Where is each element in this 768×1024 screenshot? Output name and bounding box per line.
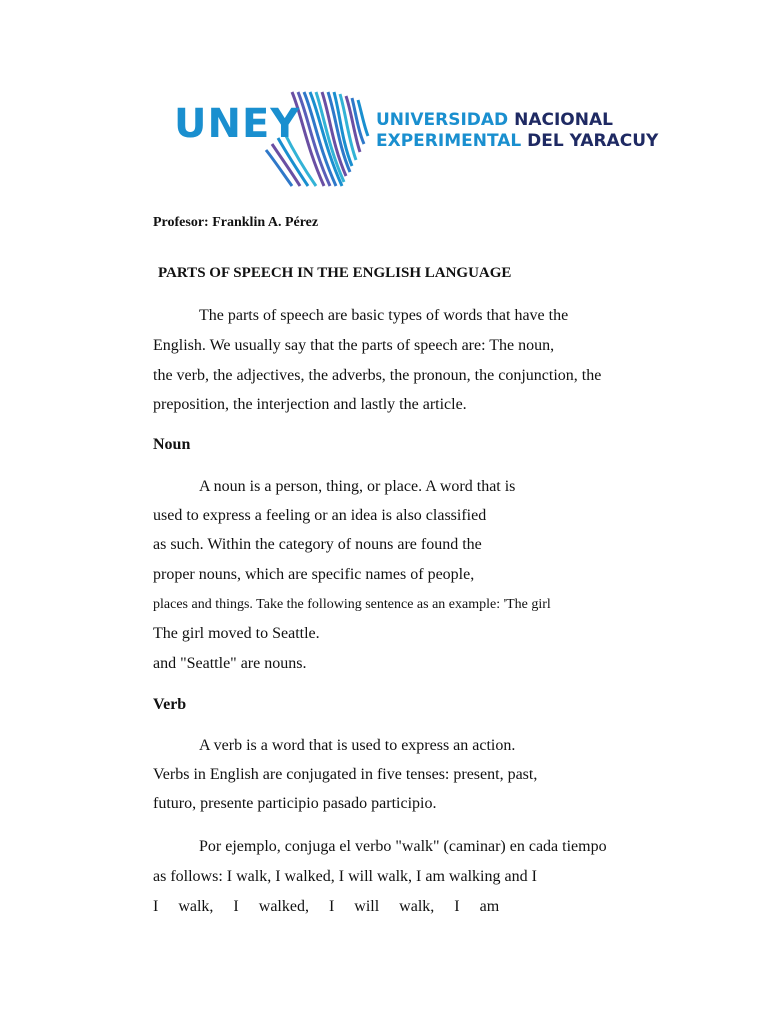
- logo-line1-a: UNIVERSIDAD: [376, 110, 509, 130]
- verb-example-line: as follows: I walk, I walked, I will walk, I am walking and I: [153, 868, 537, 885]
- logo-line-1: [376, 112, 613, 129]
- noun-line: places and things. Take the following sentence as an example: 'The girl: [153, 597, 551, 612]
- verb-example-line: I walk, I walked, I will walk, I am: [153, 898, 500, 915]
- intro-line: The parts of speech are basic types of words that have the: [199, 307, 569, 324]
- noun-line: The girl moved to Seattle.: [153, 625, 320, 642]
- verb-line: A verb is a word that is used to express an action.: [199, 737, 516, 754]
- logo-line2-b: DEL YARACUY: [527, 131, 659, 151]
- verb-line: Verbs in English are conjugated in five tenses: present, past,: [153, 766, 538, 783]
- noun-heading: Noun: [153, 436, 191, 453]
- noun-line: used to express a feeling or an idea is also classified: [153, 507, 487, 524]
- noun-line: proper nouns, which are specific names of people,: [153, 566, 475, 583]
- noun-line: A noun is a person, thing, or place. A word that is: [199, 478, 516, 495]
- noun-line: and "Seattle" are nouns.: [153, 655, 307, 672]
- logo-line1-b: NACIONAL: [514, 110, 613, 130]
- logo-abbreviation: UNEY: [174, 101, 301, 147]
- professor-line: Profesor: Franklin A. Pérez: [153, 215, 319, 230]
- intro-line: English. We usually say that the parts of speech are: The noun,: [153, 337, 555, 354]
- document-title: PARTS OF SPEECH IN THE ENGLISH LANGUAGE: [158, 265, 512, 281]
- verb-line: futuro, presente participio pasado participio.: [153, 795, 437, 812]
- intro-line: the verb, the adjectives, the adverbs, the pronoun, the conjunction, the: [153, 367, 602, 384]
- intro-line: preposition, the interjection and lastly the article.: [153, 396, 467, 413]
- noun-line: as such. Within the category of nouns are found the: [153, 536, 482, 553]
- university-logo: [174, 86, 659, 190]
- logo-line2-a: EXPERIMENTAL: [376, 131, 522, 151]
- verb-example-line: Por ejemplo, conjuga el verbo "walk" (caminar) en cada tiempo: [199, 838, 607, 855]
- logo-line-2: [376, 133, 658, 150]
- verb-heading: Verb: [153, 696, 187, 713]
